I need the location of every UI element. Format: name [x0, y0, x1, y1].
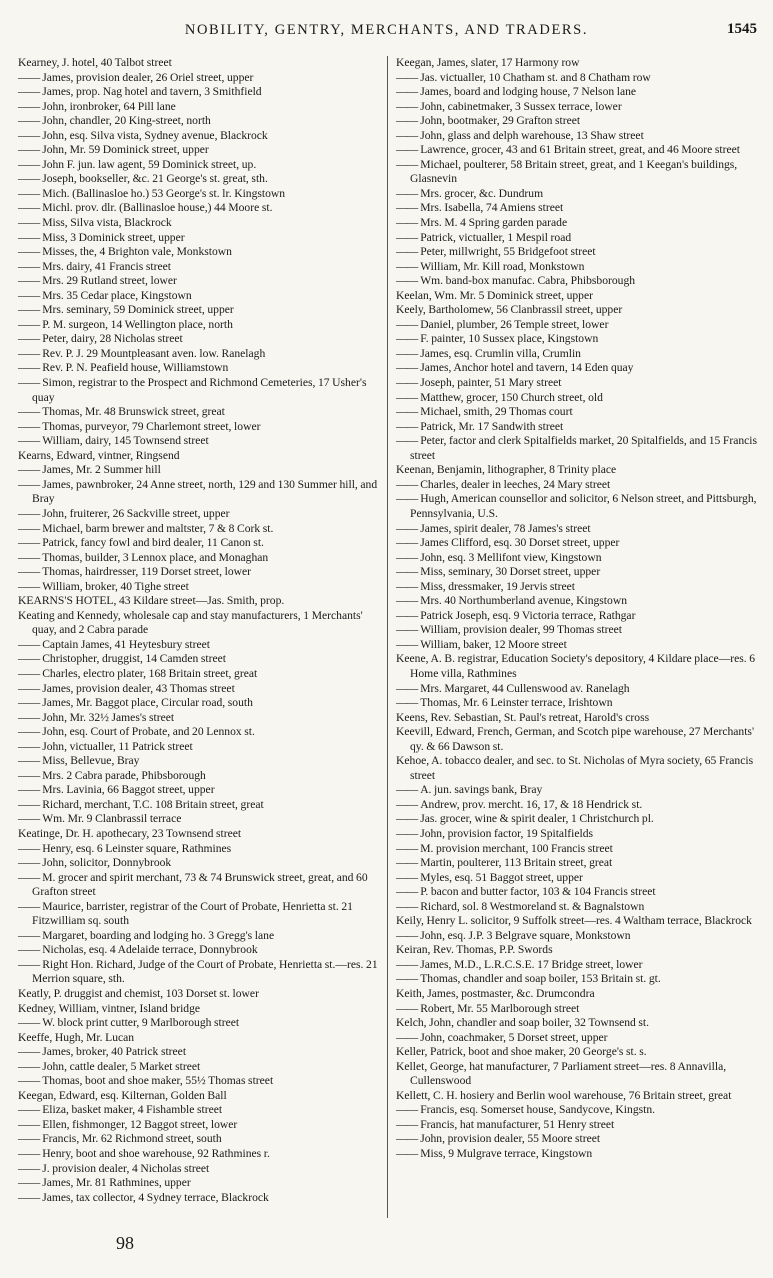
directory-entry: —— Hugh, American counsellor and solicitor, 6 Nelson street, and Pittsburgh, Pennsylvania, U.S. [396, 492, 759, 521]
directory-entry: —— Nicholas, esq. 4 Adelaide terrace, Donnybrook [18, 943, 381, 958]
directory-entry: —— Right Hon. Richard, Judge of the Court of Probate, Henrietta st.—res. 21 Merrion square, sth. [18, 958, 381, 987]
directory-entry: —— William, broker, 40 Tighe street [18, 580, 381, 595]
directory-entry: —— Mrs. 2 Cabra parade, Phibsborough [18, 769, 381, 784]
directory-entry: —— Misses, the, 4 Brighton vale, Monkstown [18, 245, 381, 260]
directory-entry: —— Robert, Mr. 55 Marlborough street [396, 1002, 759, 1017]
directory-entry: —— Margaret, boarding and lodging ho. 3 Gregg's lane [18, 929, 381, 944]
directory-entry: —— Ellen, fishmonger, 12 Baggot street, lower [18, 1118, 381, 1133]
page-number: 1545 [727, 21, 757, 37]
directory-entry: Keiran, Rev. Thomas, P.P. Swords [396, 943, 553, 957]
directory-entry: —— William, baker, 12 Moore street [396, 638, 759, 653]
directory-entry: —— Wm. Mr. 9 Clanbrassil terrace [18, 812, 381, 827]
directory-entry: —— Richard, merchant, T.C. 108 Britain street, great [18, 798, 381, 813]
directory-entry: —— Henry, esq. 6 Leinster square, Rathmines [18, 842, 381, 857]
directory-entry: —— James, board and lodging house, 7 Nelson lane [396, 85, 759, 100]
directory-entry: —— J. provision dealer, 4 Nicholas street [18, 1162, 381, 1177]
directory-entry: —— William, provision dealer, 99 Thomas street [396, 623, 759, 638]
directory-entry: —— Miss, Bellevue, Bray [18, 754, 381, 769]
directory-entry: Keily, Henry L. solicitor, 9 Suffolk street—res. 4 Waltham terrace, Blackrock [396, 914, 752, 928]
directory-entry: —— Francis, hat manufacturer, 51 Henry street [396, 1118, 759, 1133]
directory-entry: —— Eliza, basket maker, 4 Fishamble street [18, 1103, 381, 1118]
directory-entry: —— Francis, Mr. 62 Richmond street, south [18, 1132, 381, 1147]
directory-entry: Keeffe, Hugh, Mr. Lucan [18, 1030, 135, 1044]
directory-entry: —— Mrs. 35 Cedar place, Kingstown [18, 289, 381, 304]
directory-entry: —— John, Mr. 32½ James's street [18, 711, 381, 726]
directory-entry: —— Miss, 9 Mulgrave terrace, Kingstown [396, 1147, 759, 1162]
directory-entry: —— Miss, dressmaker, 19 Jervis street [396, 580, 759, 595]
directory-entry: —— James, pawnbroker, 24 Anne street, north, 129 and 130 Summer hill, and Bray [18, 478, 381, 507]
directory-entry: —— Matthew, grocer, 150 Church street, old [396, 391, 759, 406]
directory-entry: —— John, coachmaker, 5 Dorset street, upper [396, 1031, 759, 1046]
directory-entry: —— James, esq. Crumlin villa, Crumlin [396, 347, 759, 362]
directory-entry: —— James, tax collector, 4 Sydney terrace, Blackrock [18, 1191, 381, 1206]
directory-entry: —— James, Mr. 81 Rathmines, upper [18, 1176, 381, 1191]
directory-entry: —— Mrs. Margaret, 44 Cullenswood av. Ranelagh [396, 682, 759, 697]
directory-entry: —— Francis, esq. Somerset house, Sandycove, Kingstn. [396, 1103, 759, 1118]
directory-entry: Keith, James, postmaster, &c. Drumcondra [396, 987, 595, 1000]
directory-entry: —— Jas. grocer, wine & spirit dealer, 1 Christchurch pl. [396, 812, 759, 827]
directory-entry: —— Daniel, plumber, 26 Temple street, lower [396, 318, 759, 333]
signature-mark: 98 [116, 1233, 134, 1253]
directory-entry: —— Charles, electro plater, 168 Britain street, great [18, 667, 381, 682]
directory-entry: Keegan, Edward, esq. Kilternan, Golden Ball [18, 1088, 227, 1102]
directory-entry: —— John, fruiterer, 26 Sackville street, upper [18, 507, 381, 522]
directory-entry: —— William, Mr. Kill road, Monkstown [396, 260, 759, 275]
directory-entry: —— Mrs. seminary, 59 Dominick street, upper [18, 303, 381, 318]
directory-entry: Keene, A. B. registrar, Education Society's depository, 4 Kildare place—res. 6 Home villa, Rathmines [396, 652, 756, 680]
directory-entry: —— John, esq. Silva vista, Sydney avenue, Blackrock [18, 129, 381, 144]
directory-entry: —— P. bacon and butter factor, 103 & 104 Francis street [396, 885, 759, 900]
left-column [12, 56, 388, 1218]
directory-entry: —— John, esq. 3 Mellifont view, Kingstown [396, 551, 759, 566]
directory-entry: —— Mrs. grocer, &c. Dundrum [396, 187, 759, 202]
directory-entry: —— James, broker, 40 Patrick street [18, 1045, 381, 1060]
directory-entry: —— John, provision dealer, 55 Moore street [396, 1132, 759, 1147]
directory-entry: —— P. M. surgeon, 14 Wellington place, north [18, 318, 381, 333]
directory-entry: Kelch, John, chandler and soap boiler, 32 Townsend st. [396, 1016, 650, 1030]
directory-entry: —— Simon, registrar to the Prospect and Richmond Cemeteries, 17 Usher's quay [18, 376, 381, 405]
directory-entry: Keely, Bartholomew, 56 Clanbrassil street, upper [396, 303, 623, 317]
directory-entry: —— John, cattle dealer, 5 Market street [18, 1060, 381, 1075]
directory-entry: Kellett, C. H. hosiery and Berlin wool warehouse, 76 Britain street, great [396, 1088, 732, 1102]
directory-entry: —— James Clifford, esq. 30 Dorset street, upper [396, 536, 759, 551]
directory-entry: —— Charles, dealer in leeches, 24 Mary street [396, 478, 759, 493]
directory-entry: —— Michl. prov. dlr. (Ballinasloe house,) 44 Moore st. [18, 201, 381, 216]
running-head: NOBILITY, GENTRY, MERCHANTS, AND TRADERS. [184, 21, 589, 38]
directory-entry: —— Patrick, victualler, 1 Mespil road [396, 231, 759, 246]
directory-entry: —— A. jun. savings bank, Bray [396, 783, 759, 798]
directory-entry: —— James, spirit dealer, 78 James's street [396, 522, 759, 537]
directory-entry: —— John, Mr. 59 Dominick street, upper [18, 143, 381, 158]
directory-entry: —— Miss, Silva vista, Blackrock [18, 216, 381, 231]
directory-entry: —— John F. jun. law agent, 59 Dominick street, up. [18, 158, 381, 173]
directory-entry: —— Thomas, chandler and soap boiler, 153 Britain st. gt. [396, 972, 759, 987]
directory-entry: Kedney, William, vintner, Island bridge [18, 1001, 201, 1015]
directory-entry: —— Mrs. 40 Northumberland avenue, Kingstown [396, 594, 759, 609]
directory-entry: —— M. grocer and spirit merchant, 73 & 74 Brunswick street, great, and 60 Grafton street [18, 871, 381, 900]
directory-entry: —— Lawrence, grocer, 43 and 61 Britain street, great, and 46 Moore street [396, 143, 759, 158]
directory-entry: —— John, ironbroker, 64 Pill lane [18, 100, 381, 115]
directory-entry: —— Richard, sol. 8 Westmoreland st. & Bagnalstown [396, 900, 759, 915]
directory-entry: Keegan, James, slater, 17 Harmony row [396, 56, 580, 69]
directory-entry: —— Patrick, Mr. 17 Sandwith street [396, 420, 759, 435]
directory-entry: —— Martin, poulterer, 113 Britain street, great [396, 856, 759, 871]
directory-entry: —— James, provision dealer, 43 Thomas street [18, 682, 381, 697]
directory-entry: —— John, esq. Court of Probate, and 20 Lennox st. [18, 725, 381, 740]
directory-entry: —— Peter, dairy, 28 Nicholas street [18, 332, 381, 347]
directory-entry: Keller, Patrick, boot and shoe maker, 20 George's st. s. [396, 1045, 647, 1059]
directory-entry: —— Christopher, druggist, 14 Camden street [18, 652, 381, 667]
directory-entry: —— John, cabinetmaker, 3 Sussex terrace, lower [396, 100, 759, 115]
directory-entry: —— Mrs. 29 Rutland street, lower [18, 274, 381, 289]
directory-entry: —— Thomas, boot and shoe maker, 55½ Thomas street [18, 1074, 381, 1089]
directory-entry: —— Michael, poulterer, 58 Britain street, great, and 1 Keegan's buildings, Glasnevin [396, 158, 759, 187]
directory-entry: —— Henry, boot and shoe warehouse, 92 Rathmines r. [18, 1147, 381, 1162]
directory-entry: —— Peter, factor and clerk Spitalfields market, 20 Spitalfields, and 15 Francis street [396, 434, 759, 463]
directory-entry: —— Maurice, barrister, registrar of the Court of Probate, Henrietta st. 21 Fitzwilliam sq. south [18, 900, 381, 929]
directory-entry: —— Andrew, prov. mercht. 16, 17, & 18 Hendrick st. [396, 798, 759, 813]
directory-entry: —— Mich. (Ballinasloe ho.) 53 George's st. lr. Kingstown [18, 187, 381, 202]
directory-entry: —— Miss, seminary, 30 Dorset street, upper [396, 565, 759, 580]
directory-entry: —— Mrs. Isabella, 74 Amiens street [396, 201, 759, 216]
directory-entry: Keevill, Edward, French, German, and Scotch pipe warehouse, 27 Merchants' qy. & 66 Dawson st. [396, 725, 755, 753]
directory-entry: —— Rev. P. N. Peafield house, Williamstown [18, 361, 381, 376]
directory-entry: —— John, chandler, 20 King-street, north [18, 114, 381, 129]
directory-entry: Keatinge, Dr. H. apothecary, 23 Townsend street [18, 826, 242, 840]
directory-entry: —— Thomas, builder, 3 Lennox place, and Monaghan [18, 551, 381, 566]
directory-entry: —— Mrs. Lavinia, 66 Baggot street, upper [18, 783, 381, 798]
directory-entry: —— Rev. P. J. 29 Mountpleasant aven. low. Ranelagh [18, 347, 381, 362]
directory-entry: —— Thomas, Mr. 6 Leinster terrace, Irishtown [396, 696, 759, 711]
directory-entry: —— James, provision dealer, 26 Oriel street, upper [18, 71, 381, 86]
directory-entry: Kehoe, A. tobacco dealer, and sec. to St. Nicholas of Myra society, 65 Francis street [396, 754, 754, 782]
directory-entry: —— Patrick Joseph, esq. 9 Victoria terrace, Rathgar [396, 609, 759, 624]
directory-entry: —— Patrick, fancy fowl and bird dealer, 11 Canon st. [18, 536, 381, 551]
directory-entry: —— Joseph, painter, 51 Mary street [396, 376, 759, 391]
directory-entry: Keatly, P. druggist and chemist, 103 Dorset st. lower [18, 987, 259, 1000]
directory-entry: Kearns, Edward, vintner, Ringsend [18, 448, 180, 462]
right-column [388, 56, 763, 1218]
directory-entry: Keenan, Benjamin, lithographer, 8 Trinity place [396, 463, 617, 477]
directory-entry: —— Michael, smith, 29 Thomas court [396, 405, 759, 420]
directory-entry: —— John, bootmaker, 29 Grafton street [396, 114, 759, 129]
directory-entry: —— Mrs. dairy, 41 Francis street [18, 260, 381, 275]
directory-entry: —— Joseph, bookseller, &c. 21 George's st. great, sth. [18, 172, 381, 187]
directory-entry: KEARNS'S HOTEL, 43 Kildare street—Jas. Smith, prop. [18, 594, 285, 608]
directory-entry: Keating and Kennedy, wholesale cap and stay manufacturers, 1 Merchants' quay, and 2 Cabra parade [18, 608, 363, 637]
directory-entry: —— M. provision merchant, 100 Francis street [396, 842, 759, 857]
directory-entry: —— James, prop. Nag hotel and tavern, 3 Smithfield [18, 85, 381, 100]
directory-entry: —— John, glass and delph warehouse, 13 Shaw street [396, 129, 759, 144]
directory-entry: Kearney, J. hotel, 40 Talbot street [18, 56, 172, 69]
directory-entry: —— Peter, millwright, 55 Bridgefoot street [396, 245, 759, 260]
directory-entry: —— Captain James, 41 Heytesbury street [18, 638, 381, 653]
directory-entry: —— James, Mr. Baggot place, Circular road, south [18, 696, 381, 711]
directory-entry: —— Michael, barm brewer and maltster, 7 & 8 Cork st. [18, 522, 381, 537]
directory-entry: —— Thomas, Mr. 48 Brunswick street, great [18, 405, 381, 420]
directory-entry: Keens, Rev. Sebastian, St. Paul's retreat, Harold's cross [396, 710, 650, 724]
directory-entry: —— Wm. band-box manufac. Cabra, Phibsborough [396, 274, 759, 289]
directory-entry: —— James, Anchor hotel and tavern, 14 Eden quay [396, 361, 759, 376]
directory-entry: Kellet, George, hat manufacturer, 7 Parliament street—res. 8 Annavilla, Cullenswood [396, 1059, 727, 1088]
directory-entry: —— John, provision factor, 19 Spitalfields [396, 827, 759, 842]
directory-entry: —— Miss, 3 Dominick street, upper [18, 231, 381, 246]
directory-entry: —— Jas. victualler, 10 Chatham st. and 8 Chatham row [396, 71, 759, 86]
directory-entry: —— John, victualler, 11 Patrick street [18, 740, 381, 755]
directory-entry: —— Mrs. M. 4 Spring garden parade [396, 216, 759, 231]
directory-entry: —— W. block print cutter, 9 Marlborough street [18, 1016, 381, 1031]
directory-entry: Keelan, Wm. Mr. 5 Dominick street, upper [396, 288, 593, 302]
directory-entry: —— John, esq. J.P. 3 Belgrave square, Monkstown [396, 929, 759, 944]
directory-entry: —— John, solicitor, Donnybrook [18, 856, 381, 871]
directory-entry: —— James, M.D., L.R.C.S.E. 17 Bridge street, lower [396, 958, 759, 973]
directory-entry: —— Thomas, purveyor, 79 Charlemont street, lower [18, 420, 381, 435]
directory-entry: —— F. painter, 10 Sussex place, Kingstown [396, 332, 759, 347]
directory-entry: —— William, dairy, 145 Townsend street [18, 434, 381, 449]
directory-entry: —— Thomas, hairdresser, 119 Dorset street, lower [18, 565, 381, 580]
directory-entry: —— James, Mr. 2 Summer hill [18, 463, 381, 478]
page-header [16, 18, 757, 42]
directory-columns [12, 56, 763, 1218]
directory-entry: —— Myles, esq. 51 Baggot street, upper [396, 871, 759, 886]
